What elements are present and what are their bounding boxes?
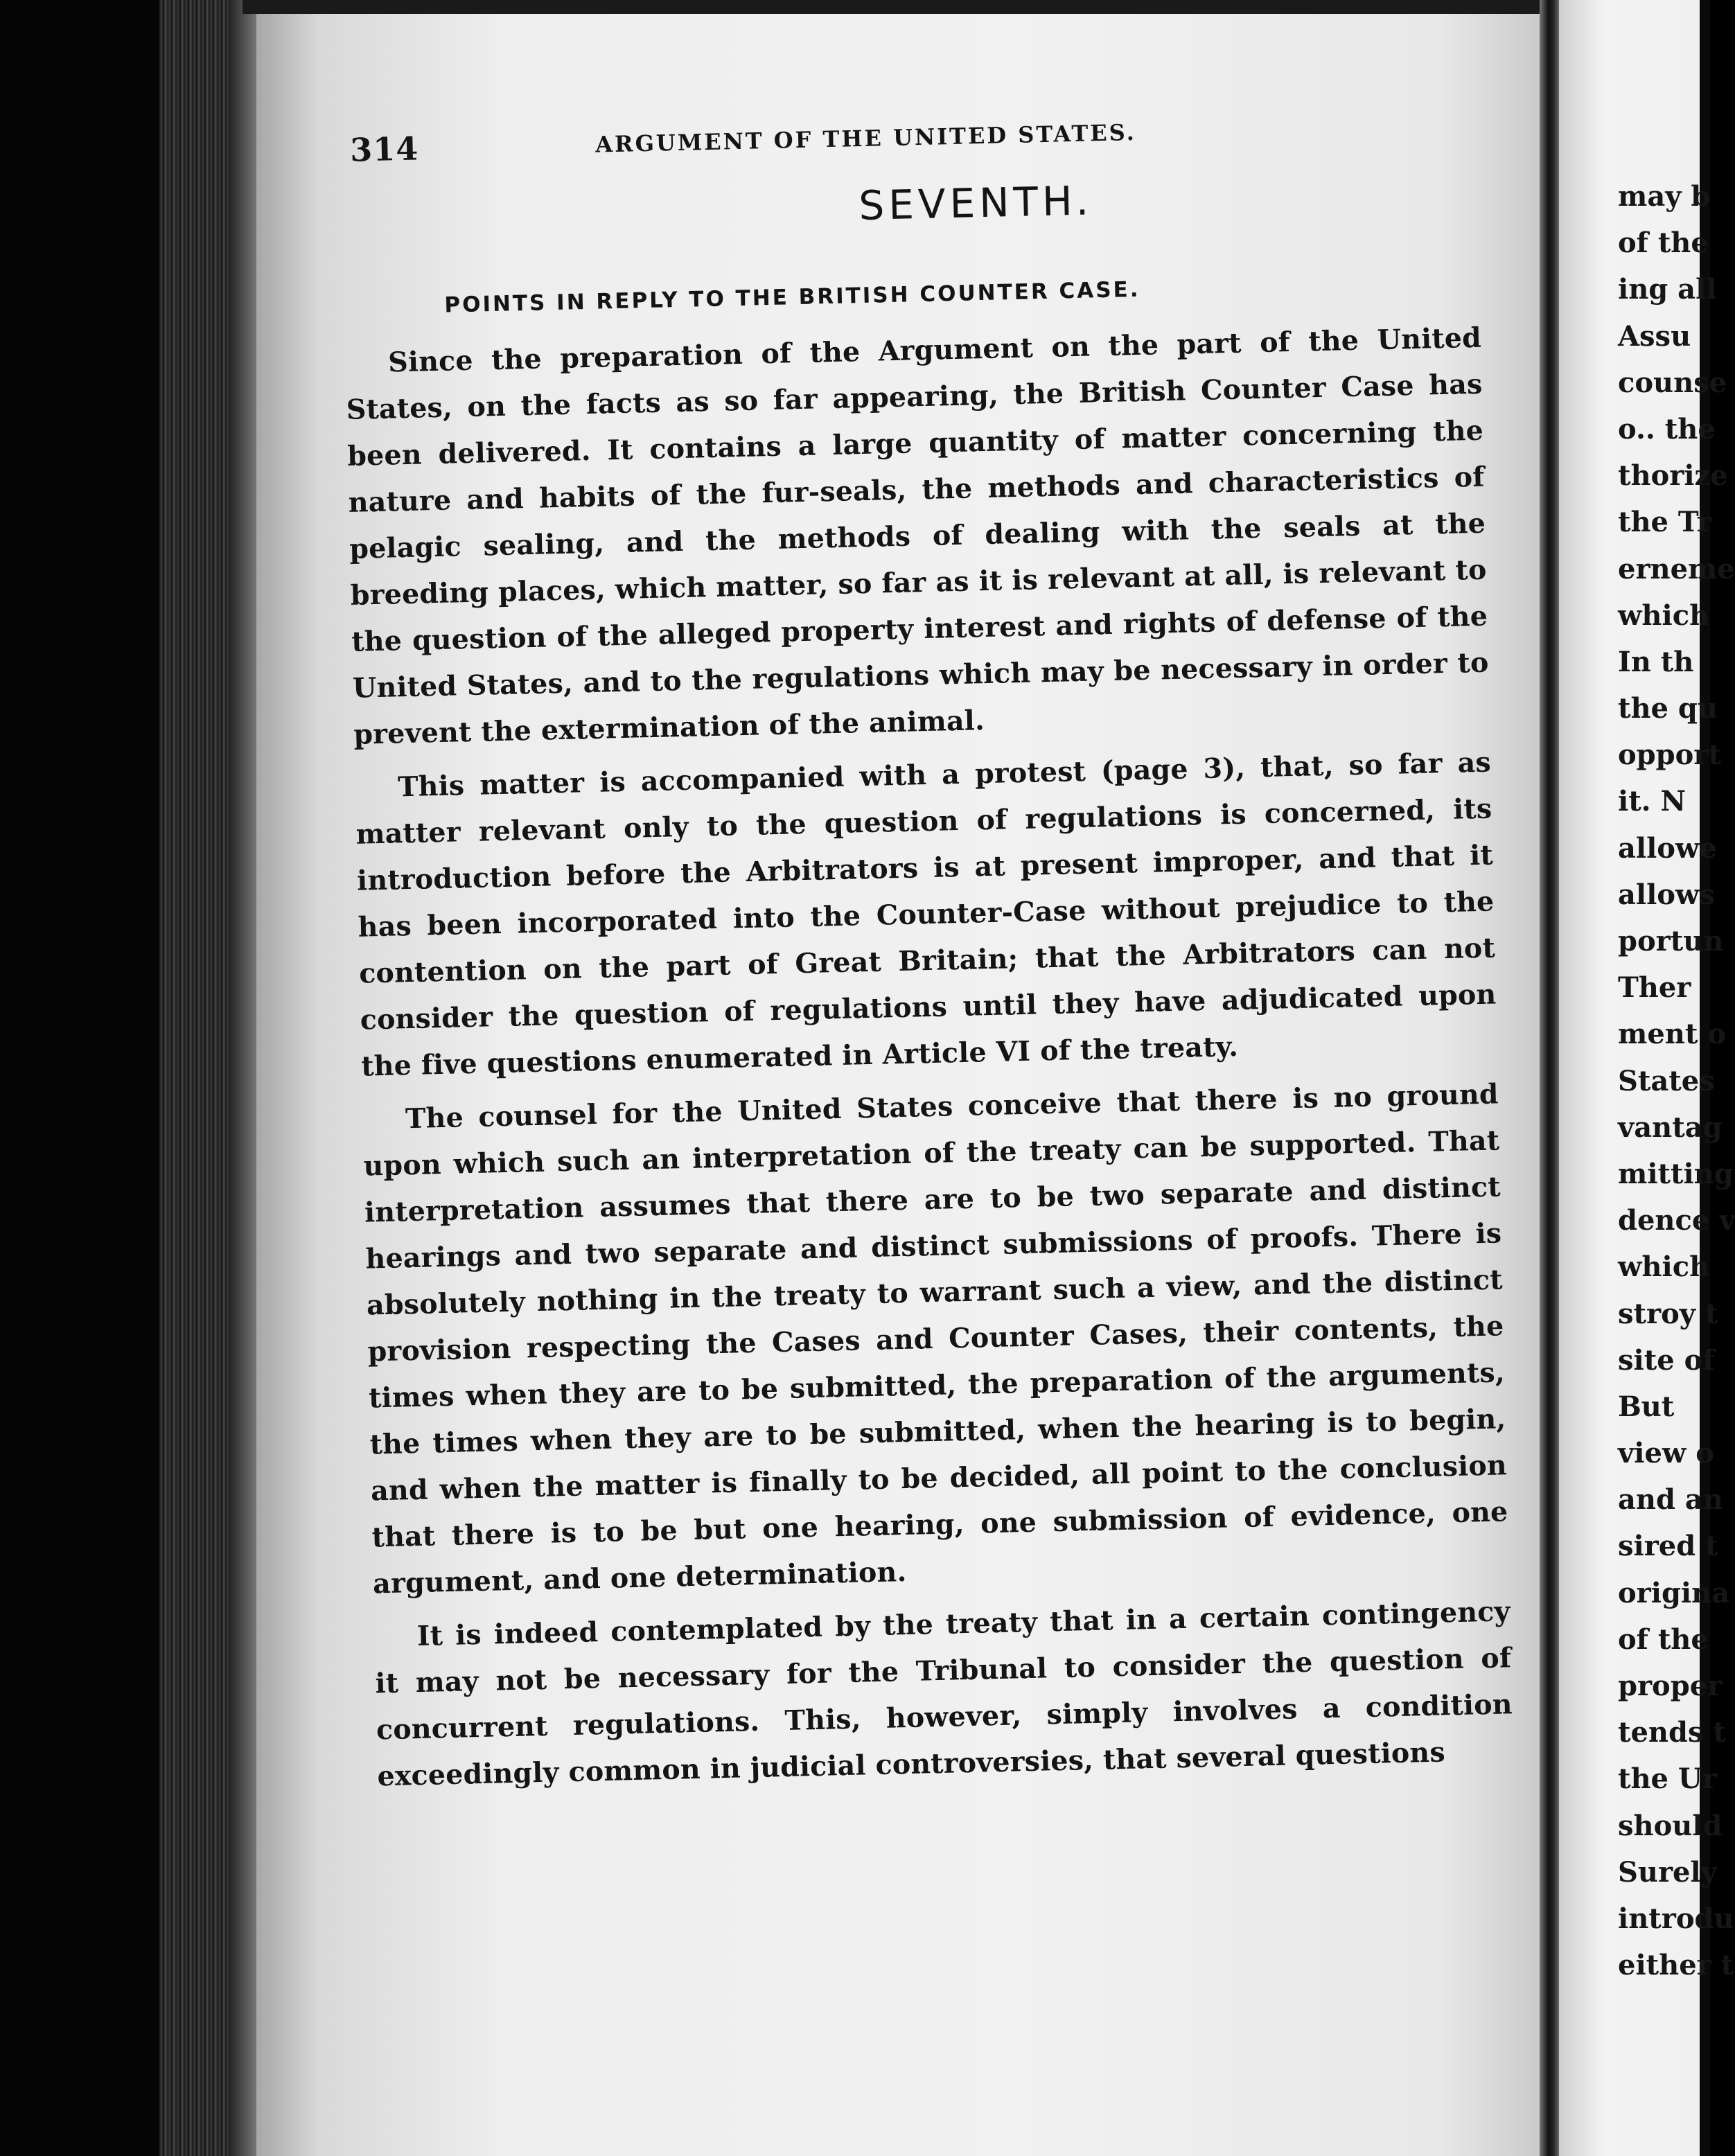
right-page-line: allowe bbox=[1618, 831, 1717, 865]
right-page-line: the qu bbox=[1618, 692, 1718, 725]
right-page-line: erneme bbox=[1618, 552, 1735, 585]
center-fold bbox=[1540, 0, 1559, 2156]
right-page-line: either t bbox=[1618, 1949, 1734, 1982]
running-title: ARGUMENT OF THE UNITED STATES. bbox=[595, 118, 1137, 158]
top-border bbox=[243, 0, 1545, 14]
right-page-line: stroy t bbox=[1618, 1297, 1718, 1330]
right-page-line: introdu bbox=[1618, 1902, 1734, 1935]
right-page-line: may b bbox=[1618, 180, 1711, 213]
right-page-line: Assu bbox=[1618, 319, 1691, 353]
paragraph-2: This matter is accompanied with a protest (page 3), that, so far as matter relevant only to the question of regulations is concerned, its introduction before the Arbitrators is at present improper, and that it has been incorporated into the Counter-Case without prejudice to the contention on the part of Great Britain; that the Arbitrators can not consider the question of regulations until they have adjudicated upon the five questions enumerated in Article VI of the treaty. bbox=[355, 746, 1497, 1083]
right-page-line: allows bbox=[1618, 878, 1715, 911]
section-subtitle: POINTS IN REPLY TO THE BRITISH COUNTER CASE. bbox=[443, 276, 1140, 318]
right-page-line: it. N bbox=[1618, 785, 1686, 818]
gutter-shadow bbox=[229, 0, 256, 2156]
section-title: SEVENTH. bbox=[858, 177, 1093, 230]
right-page-line: mitting bbox=[1618, 1157, 1734, 1190]
right-page-line: opport bbox=[1618, 739, 1721, 772]
right-page-line: counse bbox=[1618, 366, 1727, 399]
paragraph-1: Since the preparation of the Argument on the part of the United States, on the facts as so far appearing, the British Counter Case has been delivered. It contains a large quantity of matter concerning the nature and habits of the fur-seals, the methods and characteristics of pelagic sealing, and the methods of dealing with the seals at the breeding places, which matter, so far as it is relevant at all, is relevant to the question of the alleged property interest and rights of defense of the United States, and to the regulations which may be necessary in order to prevent the extermination of the animal. bbox=[346, 321, 1490, 751]
right-page-line: origina bbox=[1618, 1576, 1730, 1609]
right-page-line: of the bbox=[1618, 1623, 1709, 1656]
right-page-line: But bbox=[1618, 1390, 1675, 1423]
right-page-line: ment o bbox=[1618, 1018, 1726, 1051]
right-page-line: which bbox=[1618, 1251, 1710, 1284]
right-page-line: proper bbox=[1618, 1670, 1723, 1702]
right-page-line: Ther bbox=[1618, 971, 1691, 1005]
right-page-line: portun bbox=[1618, 925, 1724, 957]
right-page-line: Surely bbox=[1618, 1855, 1717, 1889]
right-page-line: dence v bbox=[1618, 1204, 1735, 1237]
paragraph-3: The counsel for the United States conceive that there is no ground upon which such an interpretation of the treaty can be supported. That interpretation assumes that there are to be two separate and distinct hearings and two separate and distinct submissions of proofs. There is absolutely nothing in the treaty to warrant such a view, and the distinct provision respecting the Cases and Counter Cases, their contents, the times when they are to be submitted, the preparation of the arguments, the times when they are to be submitted, when the hearing is to begin, and when the matter is finally to be decided, all point to the conclusion that there is to be but one hearing, one submission of evidence, one argument, and one determination. bbox=[363, 1078, 1508, 1600]
right-page-line: o.. the bbox=[1618, 412, 1716, 445]
left-page-content bbox=[340, 85, 1514, 1808]
right-page-line: site of bbox=[1618, 1343, 1715, 1377]
right-page-line: of the bbox=[1618, 227, 1709, 260]
page-number: 314 bbox=[349, 130, 419, 169]
right-page-line: view o bbox=[1618, 1437, 1714, 1470]
right-page-line: ing all bbox=[1618, 273, 1717, 306]
right-page-line: thorize bbox=[1618, 459, 1728, 493]
right-page-line: In th bbox=[1618, 645, 1694, 678]
right-page-line: States bbox=[1618, 1064, 1715, 1097]
right-page-fragments bbox=[1618, 173, 1735, 1988]
right-page-line: which bbox=[1618, 599, 1710, 632]
paragraph-4: It is indeed contemplated by the treaty that in a certain contingency it may not be necessary for the Tribunal to consider the question of concurrent regulations. This, however, simply involves a condition exceedingly common in judicial controversies, that several questions bbox=[375, 1596, 1513, 1793]
right-page-line: sired t bbox=[1618, 1530, 1718, 1563]
right-page-line: the Ur bbox=[1618, 1762, 1717, 1796]
right-page-line: should bbox=[1618, 1809, 1723, 1842]
right-page-line: tends t bbox=[1618, 1716, 1726, 1749]
right-page-line: the Tr bbox=[1618, 506, 1711, 539]
right-page-line: and an bbox=[1618, 1483, 1723, 1517]
right-page-line: vantag bbox=[1618, 1111, 1723, 1144]
